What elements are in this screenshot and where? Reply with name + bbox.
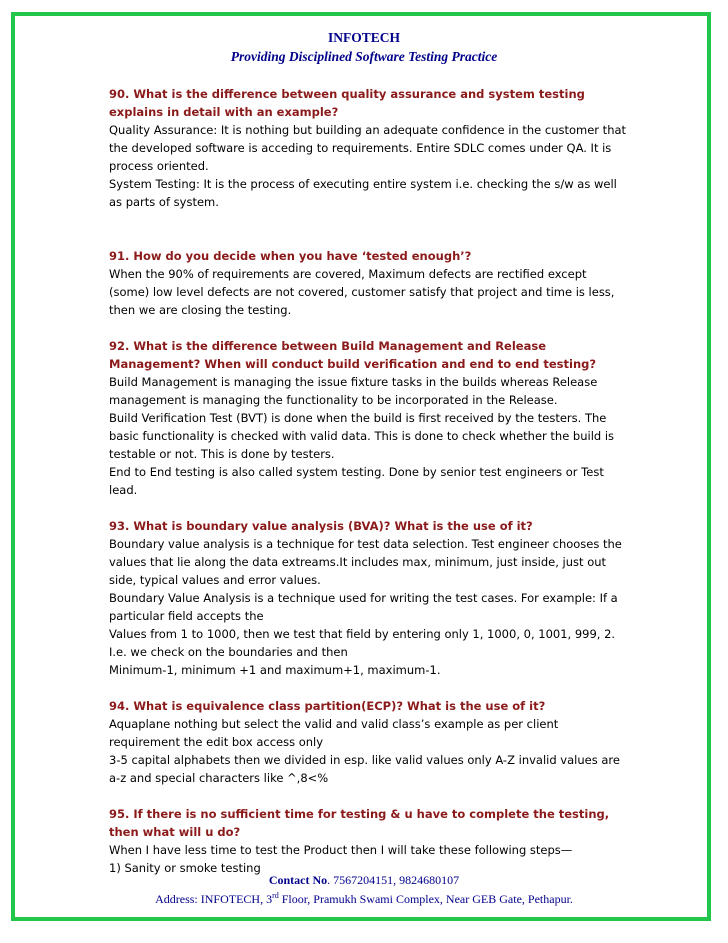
qa-item-93 bbox=[109, 517, 629, 679]
answer-95-1: When I have less time to test the Product then I will take these following steps— bbox=[109, 843, 573, 857]
answer-91-1: When the 90% of requirements are covered, Maximum defects are rectified except (some) low level defects are not covered, customer satisfy that project and time is less, then we are closing the testing. bbox=[109, 267, 615, 317]
address-start: Address: INFOTECH, 3 bbox=[155, 892, 273, 906]
answer-94-1: Aquaplane nothing but select the valid and valid class’s example as per client requirement the edit box access only bbox=[109, 717, 559, 749]
answer-93-5: Minimum-1, minimum +1 and maximum+1, maximum-1. bbox=[109, 663, 441, 677]
qa-item-95 bbox=[109, 805, 629, 877]
qa-item-94 bbox=[109, 697, 629, 787]
question-91: 91. How do you decide when you have ‘tested enough’? bbox=[109, 249, 472, 263]
answer-90-1: Quality Assurance: It is nothing but building an adequate confidence in the customer that the developed software is acceding to requirements. Entire SDLC comes under QA. It is process oriented. bbox=[109, 123, 627, 173]
answer-94-2: 3-5 capital alphabets then we divided in esp. like valid values only A-Z invalid values are a-z and special characters like ^,8<% bbox=[109, 753, 620, 785]
answer-93-3: Values from 1 to 1000, then we test that field by entering only 1, 1000, 0, 1001, 999, 2. bbox=[109, 627, 616, 641]
qa-item-92 bbox=[109, 337, 629, 499]
answer-92-2: Build Verification Test (BVT) is done when the build is first received by the testers. The basic functionality is checked with valid data. This is done to check whether the build is testable or not. This is done by testers. bbox=[109, 411, 615, 461]
answer-93-4: I.e. we check on the boundaries and then bbox=[109, 645, 348, 659]
question-94: 94. What is equivalence class partition(ECP)? What is the use of it? bbox=[109, 699, 546, 713]
answer-93-2: Boundary Value Analysis is a technique used for writing the test cases. For example: If a particular field accepts the bbox=[109, 591, 618, 623]
address-end: Floor, Pramukh Swami Complex, Near GEB Gate, Pethapur. bbox=[278, 892, 573, 906]
header-title: INFOTECH bbox=[327, 30, 400, 45]
qa-item-90 bbox=[109, 85, 629, 211]
qa-content bbox=[109, 85, 629, 877]
qa-item-91 bbox=[109, 247, 629, 319]
footer-address bbox=[0, 891, 728, 907]
footer-contact bbox=[0, 873, 728, 888]
header-subtitle: Providing Disciplined Software Testing Practice bbox=[230, 49, 498, 64]
question-90: 90. What is the difference between quality assurance and system testing explains in detail with an example? bbox=[109, 87, 585, 119]
answer-90-2: System Testing: It is the process of executing entire system i.e. checking the s/w as well as parts of system. bbox=[109, 177, 617, 209]
answer-93-1: Boundary value analysis is a technique for test data selection. Test engineer chooses the values that lie along the data extreams.It includes max, minimum, just inside, just out side, typical values and error values. bbox=[109, 537, 622, 587]
question-93: 93. What is boundary value analysis (BVA)? What is the use of it? bbox=[109, 519, 533, 533]
address-superscript: rd bbox=[272, 891, 279, 900]
answer-95-2: 1) Sanity or smoke testing bbox=[109, 861, 261, 875]
contact-label: Contact No bbox=[268, 873, 328, 887]
question-95: 95. If there is no sufficient time for testing & u have to complete the testing, then what will u do? bbox=[109, 807, 610, 839]
answer-92-1: Build Management is managing the issue fixture tasks in the builds whereas Release management is managing the functionality to be incorporated in the Release. bbox=[109, 375, 598, 407]
question-92: 92. What is the difference between Build Management and Release Management? When will conduct build verification and end to end testing? bbox=[109, 339, 597, 371]
answer-92-3: End to End testing is also called system testing. Done by senior test engineers or Test lead. bbox=[109, 465, 604, 497]
contact-numbers: . 7567204151, 9824680107 bbox=[327, 873, 460, 887]
